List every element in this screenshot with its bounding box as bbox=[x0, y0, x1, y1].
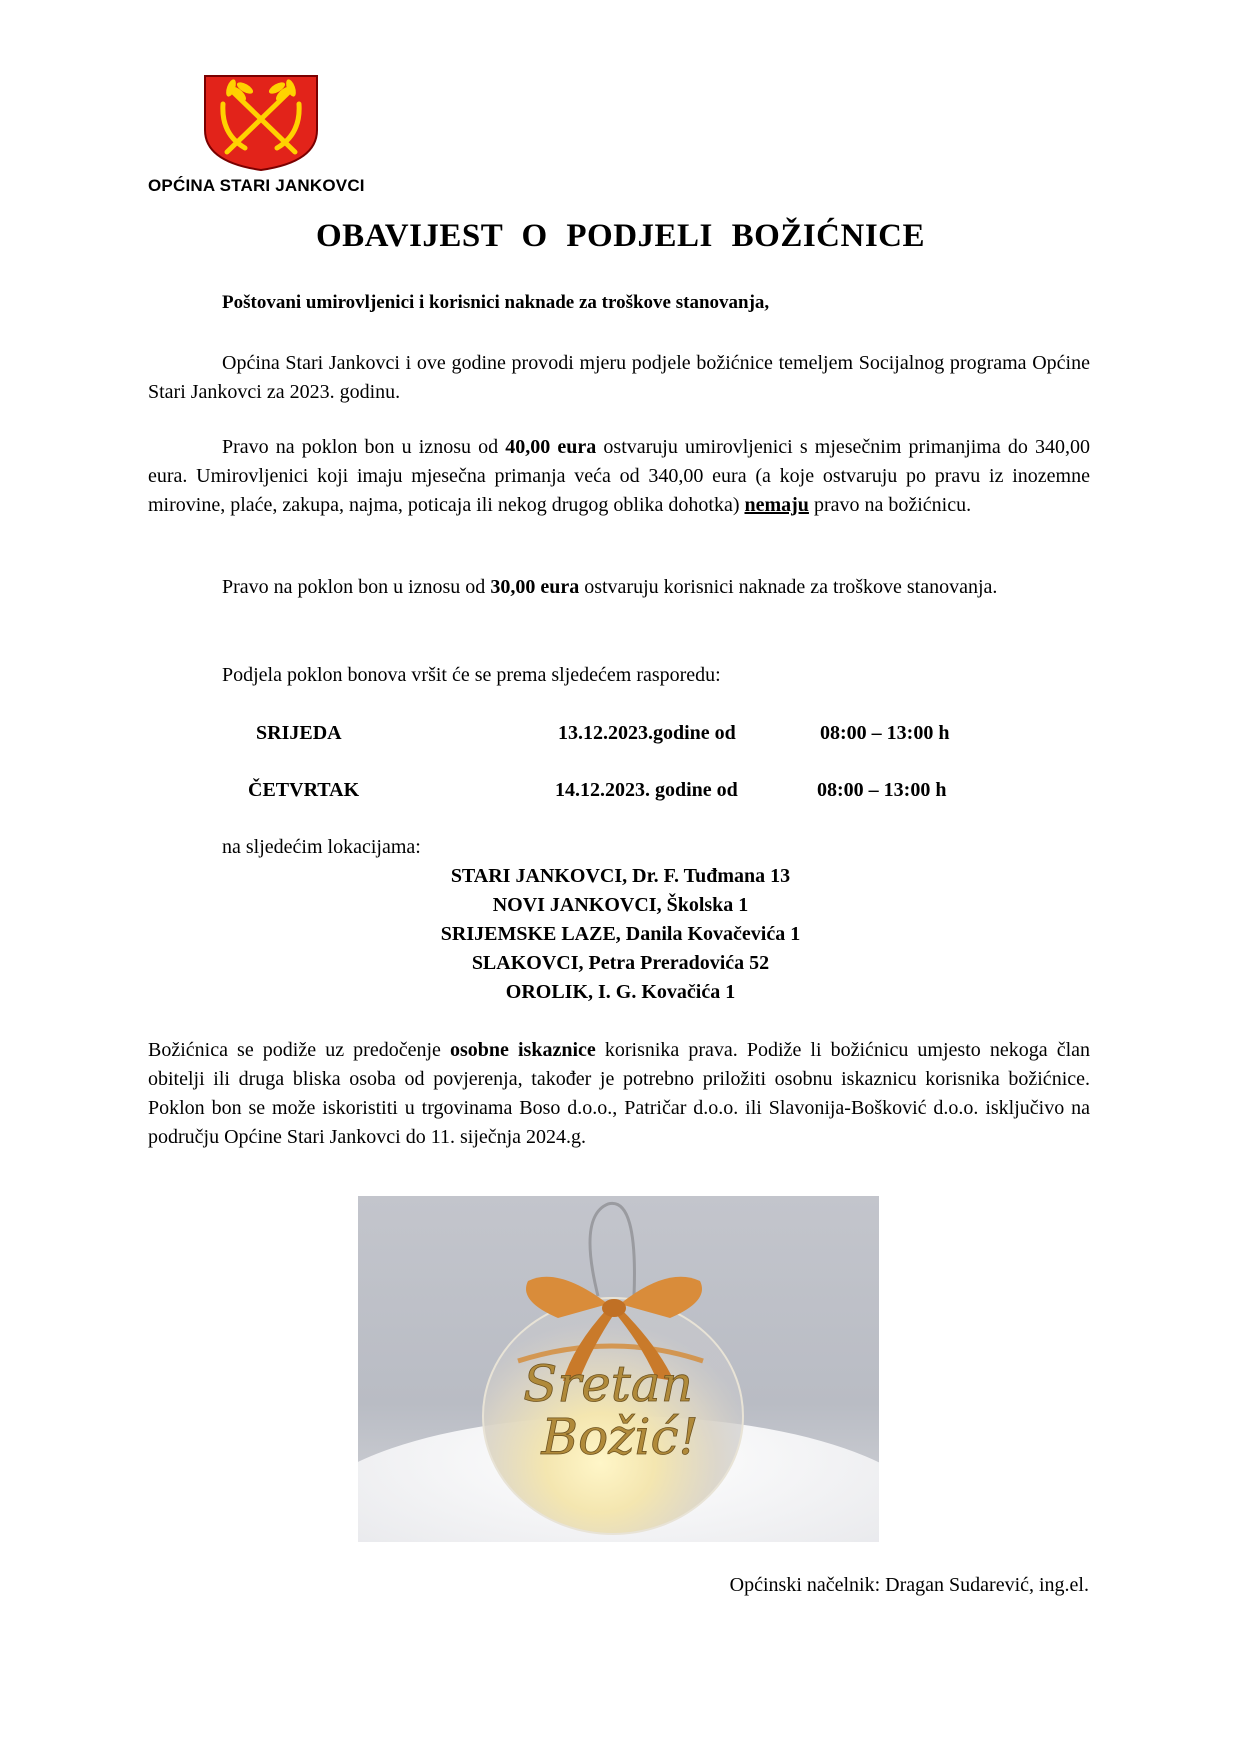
locations-intro: na sljedećim lokacijama: bbox=[222, 836, 421, 858]
schedule-day: SRIJEDA bbox=[256, 722, 342, 744]
schedule-date: 13.12.2023.godine od bbox=[558, 722, 736, 744]
location-item: SRIJEMSKE LAZE, Danila Kovačevića 1 bbox=[440, 923, 801, 945]
page-title: OBAVIJEST O PODJELI BOŽIĆNICE bbox=[315, 218, 926, 254]
schedule-time: 08:00 – 13:00 h bbox=[817, 779, 947, 801]
salutation: Poštovani umirovljenici i korisnici naknade za troškove stanovanja, bbox=[222, 292, 770, 313]
paragraph-conditions: Božićnica se podiže uz predočenje osobne iskaznice korisnika prava. Podiže li božićnicu umjesto nekoga član obitelji ili druga bliska osoba od povjerenja, također je potrebno priložiti osobnu iskaznicu korisnika božićnice. Poklon bon se može iskoristiti u trgovinama Boso d.o.o., Patričar d.o.o. ili Slavonija-Bošković d.o.o. isključivo na području Općine Stari Jankovci do 11. siječnja 2024.g. bbox=[148, 1039, 1091, 1148]
id-card-emphasis: osobne iskaznice bbox=[449, 1039, 596, 1061]
schedule-date: 14.12.2023. godine od bbox=[555, 779, 738, 801]
paragraph-housing: Pravo na poklon bon u iznosu od 30,00 eura ostvaruju korisnici naknade za troškove stanovanja. bbox=[222, 576, 998, 598]
schedule-time: 08:00 – 13:00 h bbox=[820, 722, 950, 744]
location-item: STARI JANKOVCI, Dr. F. Tuđmana 13 bbox=[450, 865, 791, 887]
svg-text:Božić!: Božić! bbox=[541, 1408, 699, 1466]
paragraph-intro: Općina Stari Jankovci i ove godine provodi mjeru podjele božićnice temeljem Socijalnog programa Općine Stari Jankovci za 2023. godinu. bbox=[148, 352, 1090, 403]
location-item: SLAKOVCI, Petra Preradovića 52 bbox=[471, 952, 770, 974]
locations-list bbox=[0, 862, 1241, 1007]
schedule-intro: Podjela poklon bonova vršit će se prema sljedećem rasporedu: bbox=[222, 664, 721, 686]
schedule-day: ČETVRTAK bbox=[248, 779, 360, 801]
org-name: OPĆINA STARI JANKOVCI bbox=[148, 176, 365, 195]
paragraph-pensioners: Pravo na poklon bon u iznosu od 40,00 eura ostvaruju umirovljenici s mjesečnim primanjima do 340,00 eura. Umirovljenici koji imaju mjesečna primanja veća od 340,00 eura (a koje ostvaruju po pravu iz inozemne mirovine, plaće, zakupa, najma, poticaja ili nekog drugog oblika dohotka) nemaju pravo na božićnicu. bbox=[148, 436, 1091, 516]
amount-40: 40,00 eura bbox=[505, 436, 597, 458]
christmas-ornament-icon bbox=[358, 1196, 879, 1542]
amount-30: 30,00 eura bbox=[490, 576, 580, 598]
negation-emphasis: nemaju bbox=[744, 494, 809, 516]
coat-of-arms-wheat-icon bbox=[203, 74, 319, 172]
location-item: NOVI JANKOVCI, Školska 1 bbox=[492, 894, 749, 916]
signature: Općinski načelnik: Dragan Sudarević, ing.el. bbox=[729, 1574, 1089, 1596]
svg-text:Sretan: Sretan bbox=[523, 1355, 693, 1413]
location-item: OROLIK, I. G. Kovačića 1 bbox=[505, 981, 736, 1003]
